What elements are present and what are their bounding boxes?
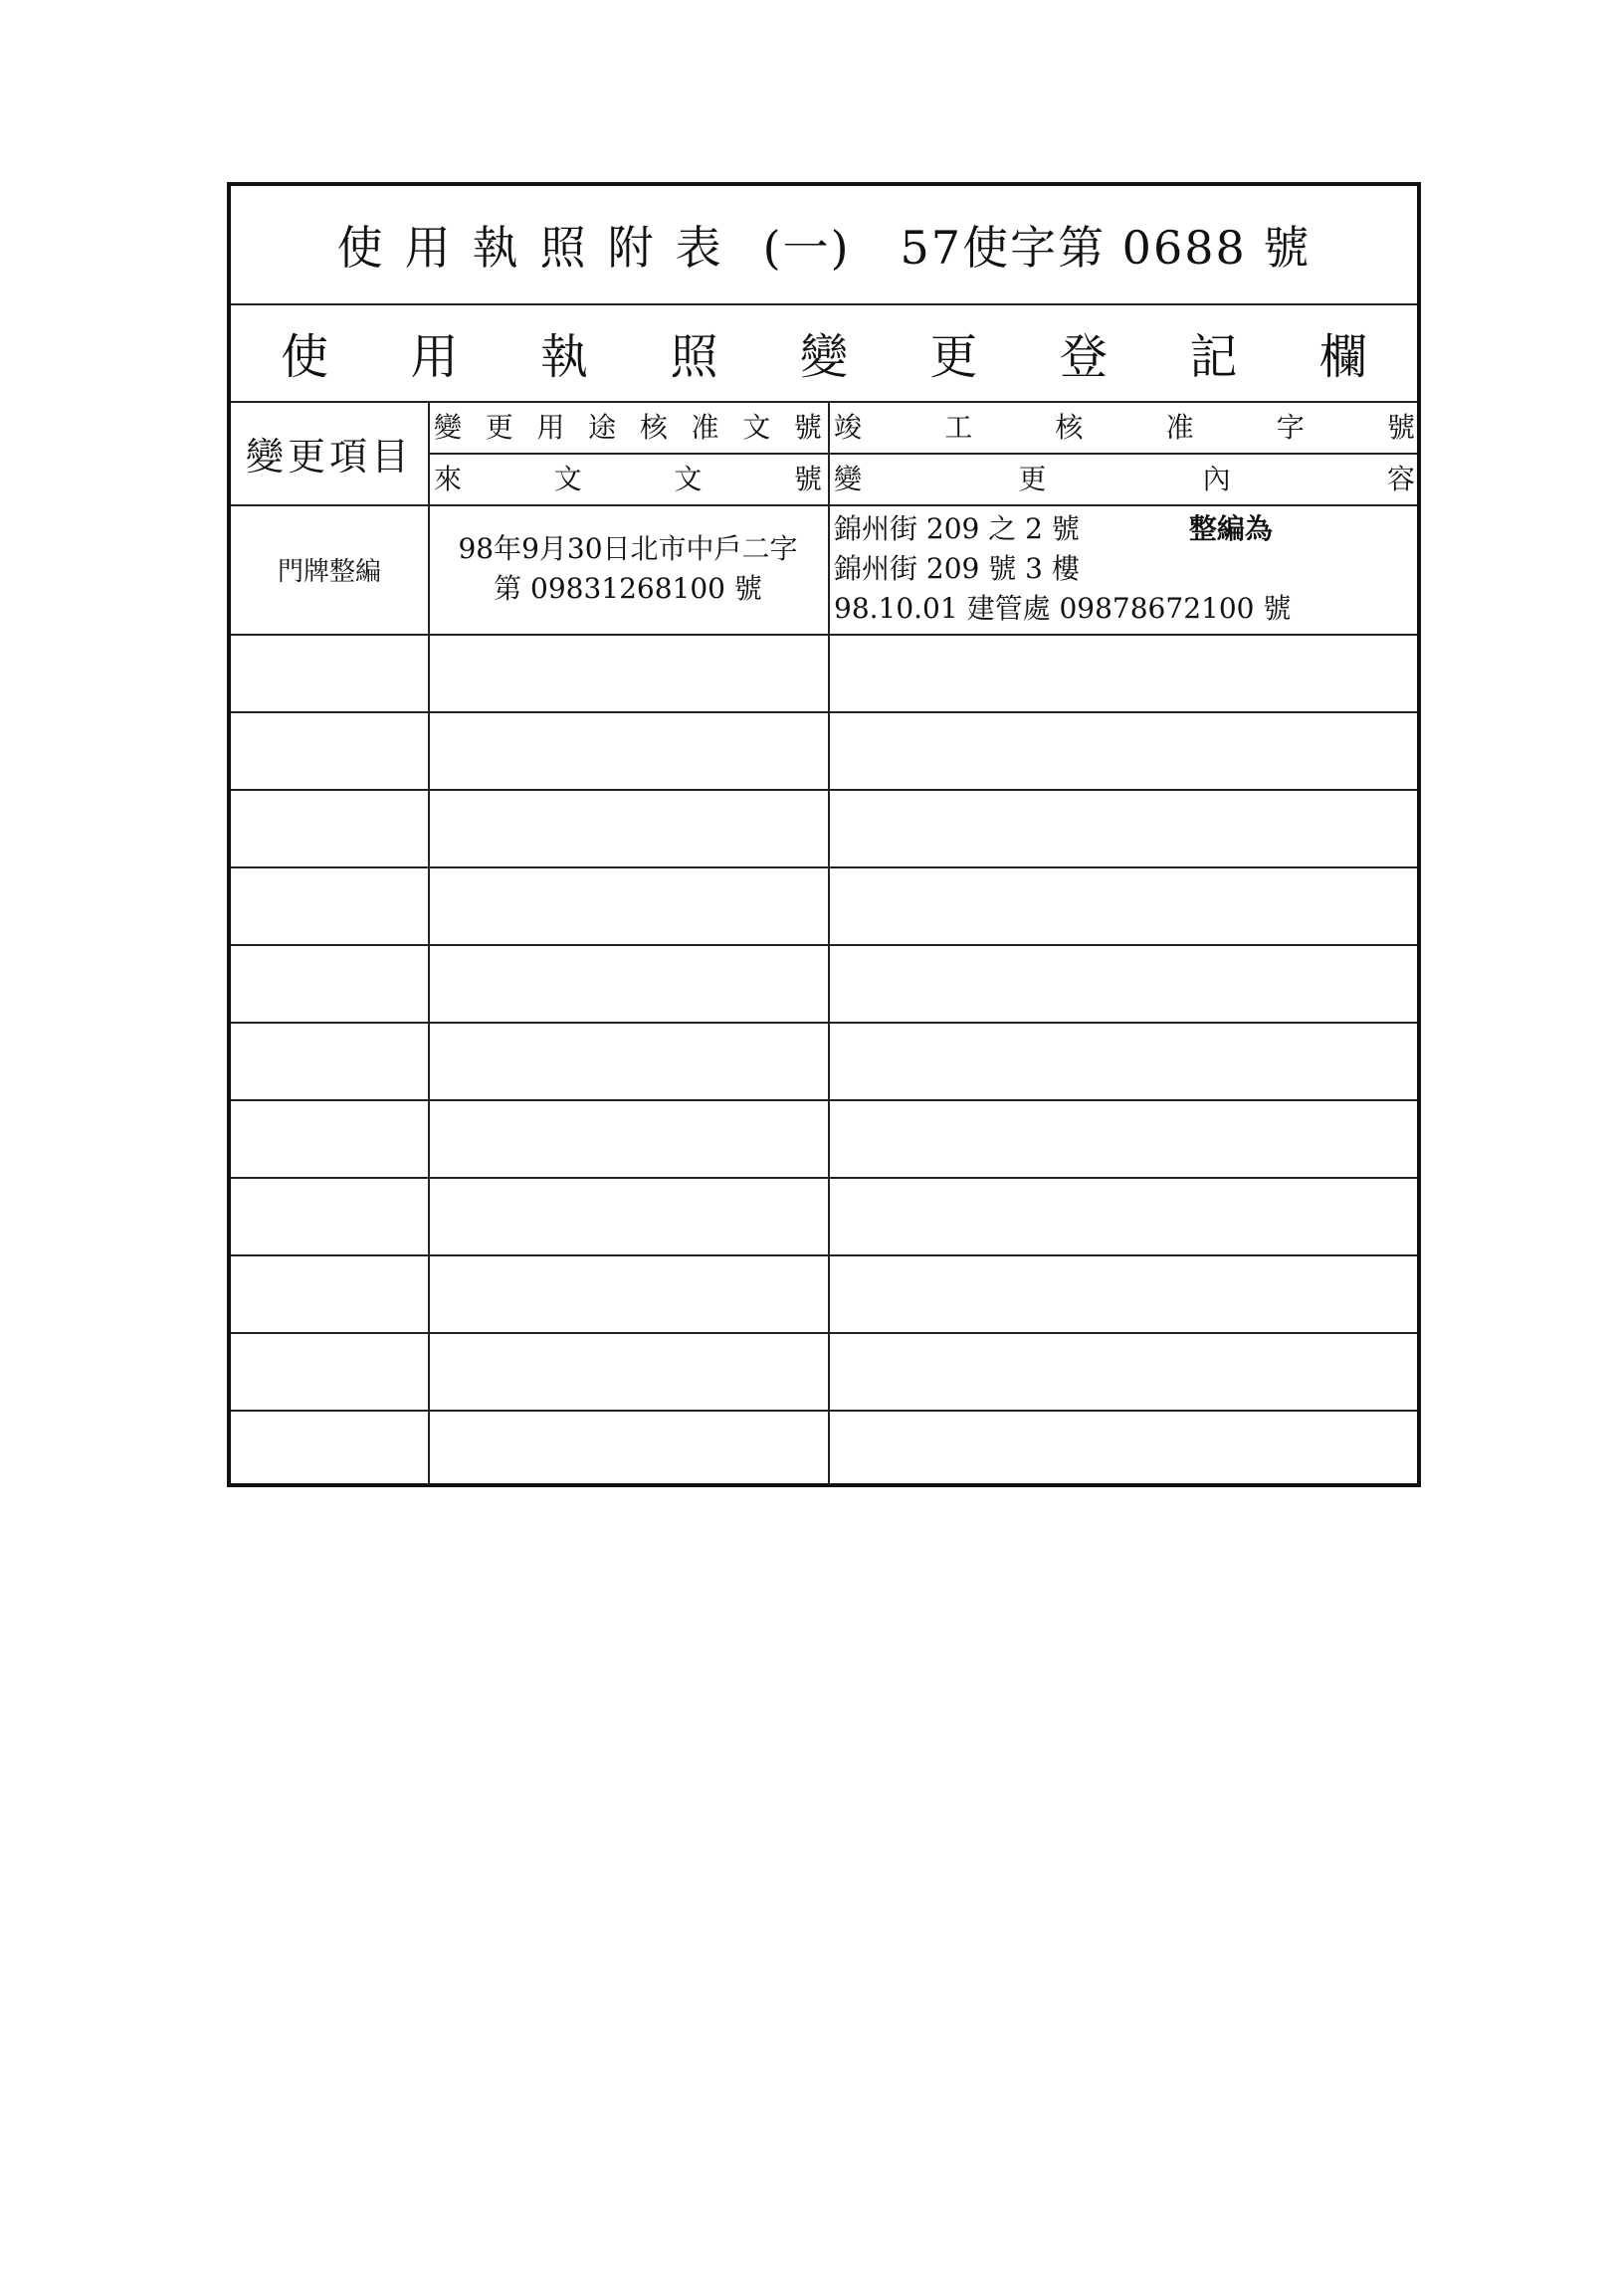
header-char: 核: [1055, 411, 1084, 444]
form-title-name: 使用執照附表: [336, 221, 743, 275]
row-content-line: [834, 509, 1421, 549]
row-divider: [231, 944, 1417, 946]
row-divider: [231, 1410, 1417, 1412]
row-content-line: 錦州街 209 號 3 樓: [834, 552, 1080, 585]
row-content-line: 98.10.01 建管處 09878672100 號: [834, 592, 1292, 625]
header-doc-top: [428, 401, 828, 451]
header-char: 工: [944, 411, 973, 444]
header-content-top: [828, 401, 1421, 451]
header-char: 號: [1386, 411, 1415, 444]
header-char: 更: [1018, 463, 1047, 495]
header-char: 內: [1202, 463, 1231, 495]
row-doc-line: 98年9月30日北市中戶二字: [458, 532, 798, 565]
header-char: 途: [588, 411, 617, 444]
row-divider: [231, 1332, 1417, 1334]
header-char: 文: [742, 411, 771, 444]
row-content-text: 整編為: [1188, 512, 1273, 545]
row-divider: [231, 1022, 1417, 1024]
subtitle-char: 照: [670, 328, 718, 385]
subtitle-char: 記: [1189, 328, 1238, 385]
row-divider: [231, 634, 1417, 636]
row-divider: [231, 866, 1417, 868]
column-divider: [828, 401, 830, 1483]
header-char: 號: [793, 463, 822, 495]
row-change-content: [828, 504, 1421, 634]
header-char: 准: [691, 411, 719, 444]
header-content-bottom: [828, 453, 1421, 502]
header-char: 變: [834, 463, 863, 495]
subtitle-char: 使: [281, 328, 329, 385]
header-char: 用: [536, 411, 565, 444]
header-char: 號: [793, 411, 822, 444]
header-doc-bottom: [428, 453, 828, 502]
form-title-number-part: (一): [762, 221, 851, 275]
row-content-text: 錦州街 209 之 2 號: [834, 512, 1080, 545]
header-char: 文: [553, 463, 582, 495]
subtitle-char: 登: [1059, 328, 1108, 385]
row-divider: [231, 1177, 1417, 1179]
subtitle-char: 變: [799, 328, 848, 385]
column-divider: [428, 401, 430, 1483]
header-char: 字: [1276, 411, 1305, 444]
header-char: 核: [639, 411, 668, 444]
subtitle-char: 執: [539, 328, 588, 385]
header-char: 容: [1386, 463, 1415, 495]
divider: [428, 453, 1417, 455]
header-char: 來: [434, 463, 463, 495]
subtitle-char: 更: [929, 328, 978, 385]
form-title-permit-no: 57使字第 0688 號: [900, 221, 1312, 275]
row-divider: [231, 1099, 1417, 1101]
row-divider: [231, 1254, 1417, 1256]
header-change-item: 變更項目: [245, 434, 413, 478]
form-title: [231, 186, 1417, 303]
spacer: [1080, 509, 1189, 549]
header-char: 竣: [834, 411, 863, 444]
row-divider: [231, 711, 1417, 713]
row-doc-line: 第 09831268100 號: [494, 572, 762, 605]
row-change-item: 門牌整編: [277, 556, 381, 587]
header-char: 文: [674, 463, 703, 495]
form-subtitle: [281, 303, 1367, 401]
row-doc-number: [428, 504, 828, 634]
subtitle-char: 用: [410, 328, 459, 385]
header-char: 准: [1165, 411, 1194, 444]
subtitle-char: 欄: [1318, 328, 1367, 385]
permit-change-form: [227, 182, 1421, 1487]
header-char: 更: [485, 411, 513, 444]
header-char: 變: [434, 411, 463, 444]
row-divider: [231, 789, 1417, 791]
